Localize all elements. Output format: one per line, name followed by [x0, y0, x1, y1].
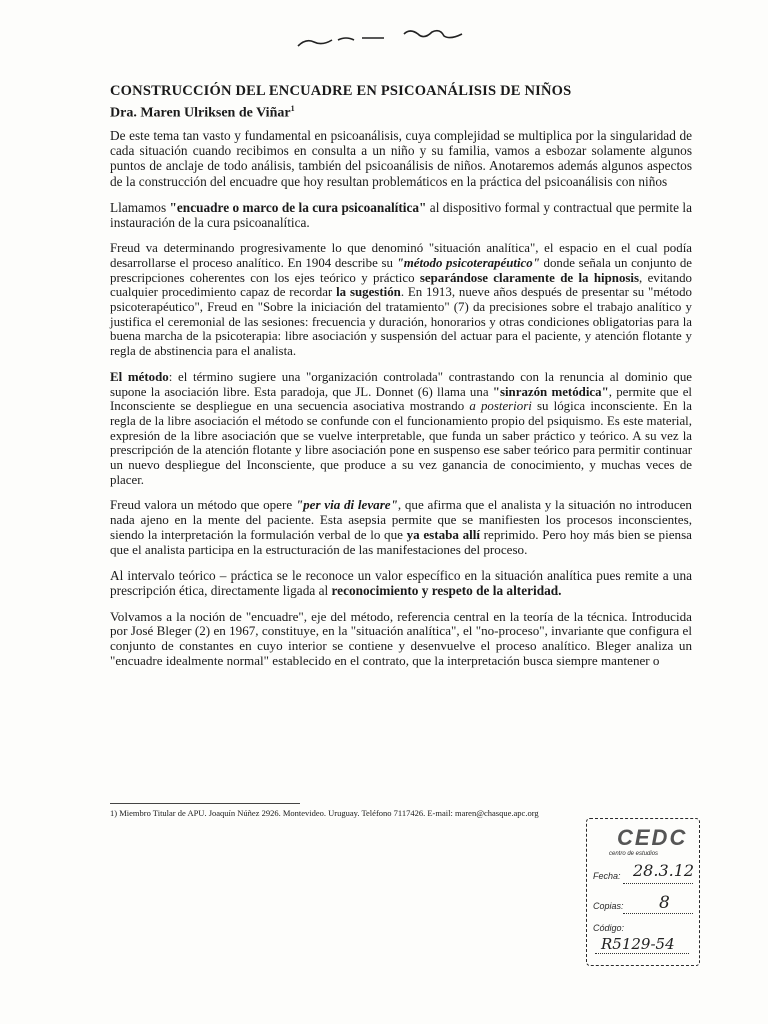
- stamp-fecha-label: Fecha:: [593, 871, 621, 881]
- paragraph-el-metodo: [110, 370, 692, 488]
- document-title: CONSTRUCCIÓN DEL ENCUADRE EN PSICOANÁLISIS DE NIÑOS: [110, 83, 572, 99]
- handwritten-scribble: [292, 20, 482, 56]
- text-run: donde señala un conjunto de prescripciones coherentes con los ejes teórico y práctico: [110, 255, 692, 285]
- paragraph-freud-method: [110, 241, 692, 359]
- emphasis-run: "sinrazón metódica": [492, 384, 609, 399]
- text-run: Llamamos: [110, 199, 170, 215]
- archive-stamp: [586, 818, 700, 966]
- stamp-copias-label: Copias:: [593, 901, 624, 911]
- text-run: . En 1913, nueve años después de presentar su "método psicoterapéutico", Freud en "Sobre la iniciación del tratamiento" (7) da precisiones sobre el trabajo analítico y justifica el ceremonial de las sesiones: frecuencia y duración, honorarios y otras condiciones obligatorias para la buena marcha de la psicoterapia: libre asociación y suspensión del actuar para el paciente, y atención flotante y regla de abstinencia para el analista.: [110, 285, 692, 359]
- stamp-codigo-label: Código:: [593, 923, 625, 933]
- stamp-subtitle: centro de estudios: [609, 851, 659, 857]
- text-run: , evitando cualquier procedimiento capaz de recordar: [110, 270, 692, 300]
- stamp-fecha-value: 28.3.12: [633, 861, 695, 880]
- text-run: su lógica inconsciente. En la regla de la libre asociación el método se confunde con el funcionamiento propio del psiquismo. Es este material, expresión de la libre asociación que se vuelve interpretable, que funda un saber práctico y teórico. A su vez la prescripción de la atención flotante y libre asociación pone en suspenso ese saber teórico para permitir continuar un nuevo despliegue del Inconsciente, que produce a su vez ganancia de conocimiento, y muchas veces de placer.: [110, 399, 692, 487]
- emphasis-run: reconocimiento y respeto de la alteridad.: [331, 583, 562, 599]
- author-footnote-mark: 1: [290, 104, 295, 113]
- paragraph-encuadre-bleger: Volvamos a la noción de "encuadre", eje del método, referencia central en la teoría de la técnica. Introducida por José Bleger (2) en 1967, constituye, en la "situación analítica", el "no-proceso", invariante que configura el conjunto de constantes en cuyo interior se contiene y desenvuelve el proceso analítico. Bleger analiza un "encuadre idealmente normal" establecido en el contrato, que la interpretación busca siempre mantener o: [110, 608, 692, 668]
- emphasis-run: la sugestión: [336, 285, 401, 300]
- stamp-logo: CEDC: [617, 825, 688, 850]
- paragraph-per-via-di-levare: [110, 498, 692, 557]
- paragraph-intro: De este tema tan vasto y fundamental en psicoanálisis, cuya complejidad se multiplica por la singularidad de cada situación cuando recibimos en consulta a un niño y su familia, vamos a esbozar solamente algunos puntos de anclaje de todo análisis, también del psicoanálisis de niños. Anotaremos además algunos aspectos de la construcción del encuadre que hoy resultan problemáticos en la práctica del psicoanálisis con niños: [110, 128, 692, 189]
- stamp-copias-line: [623, 913, 693, 914]
- footnote-divider: [110, 803, 300, 804]
- document-header: [110, 83, 710, 122]
- paragraph-encuadre-definition: [110, 200, 692, 230]
- text-run: Freud valora un método que opere: [110, 497, 296, 513]
- stamp-codigo-value: R5129-54: [601, 935, 675, 953]
- paragraph-intervalo: [110, 568, 692, 598]
- emphasis-run: separándose claramente de la hipnosis: [419, 270, 639, 285]
- stamp-codigo-line: [595, 953, 689, 954]
- document-body: [110, 128, 692, 680]
- text-run: reprimido. Pero hoy más bien se piensa que el analista participa en la estructuración de las manifestaciones del proceso.: [110, 526, 692, 557]
- document-author: [110, 100, 710, 122]
- text-run: , que afirma que el analista y la situación no introducen nada ajeno en la mente del paciente. Esta asepsia permite que se manifiesten los procesos inconscientes, siendo la interpretación la formulación verbal de lo que: [110, 497, 692, 542]
- emphasis-run: ya estaba allí: [406, 526, 481, 542]
- text-run: , permite que el Inconsciente se despliegue en una secuencia asociativa mostrando: [110, 384, 693, 414]
- emphasis-run: "encuadre o marco de la cura psicoanalítica": [169, 199, 427, 215]
- emphasis-run: "per via di levare": [295, 497, 398, 513]
- stamp-fecha-line: [623, 883, 693, 884]
- italic-run: a posteriori: [469, 399, 532, 414]
- emphasis-run: El método: [110, 369, 169, 384]
- text-run: : el término sugiere una "organización controlada" contrastando con la renuncia al dominio que supone la asociación libre. Esta paradoja, que JL. Donnet (6) llama una: [110, 369, 692, 399]
- footnote: 1) Miembro Titular de APU. Joaquín Núñez 2926. Montevideo. Uruguay. Teléfono 7117426. E-mail: maren@chasque.apc.org: [110, 808, 539, 818]
- text-run: Al intervalo teórico – práctica se le reconoce un valor específico en la situación analítica pues remite a una prescripción ética, directamente ligada al: [110, 568, 692, 599]
- text-run: al dispositivo formal y contractual que permite la instauración de la cura psicoanalítica.: [110, 199, 692, 231]
- emphasis-run: "método psicoterapéutico": [396, 255, 540, 270]
- stamp-copias-value: 8: [659, 893, 670, 913]
- author-name: Dra. Maren Ulriksen de Viñar: [110, 105, 291, 121]
- text-run: Freud va determinando progresivamente lo que denominó "situación analítica", el espacio en el cual podía desarrollarse el proceso analítico. En 1904 describe su: [110, 241, 692, 270]
